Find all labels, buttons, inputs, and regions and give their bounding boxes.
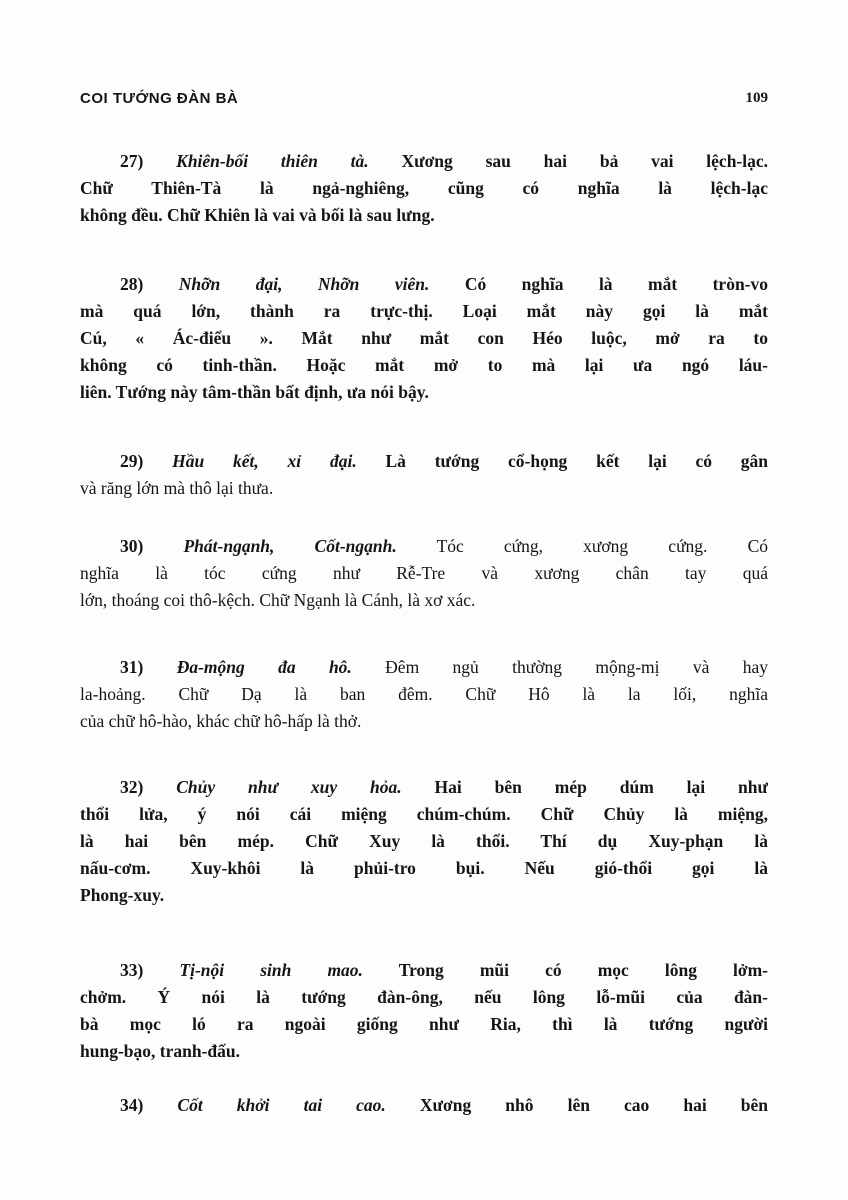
entry-line: liên. Tướng này tâm-thần bất định, ưa nói bậy.	[80, 382, 429, 402]
entry-line: la-hoảng. Chữ Dạ là ban đêm. Chữ Hô là la lối, nghĩa	[80, 684, 768, 704]
entry-term: Hầu kết, xỉ đại.	[172, 451, 357, 471]
entry-first-line	[80, 271, 768, 298]
entry-number: 33)	[120, 960, 144, 980]
entry-term: Nhỡn đại, Nhỡn viên.	[178, 274, 430, 294]
entry-line: Chữ Thiên-Tà là ngả-nghiêng, cũng có nghĩa là lệch-lạc	[80, 178, 768, 198]
entry-term: Khiên-bối thiên tà.	[176, 151, 369, 171]
entry-number: 31)	[120, 657, 144, 677]
entry-line: là hai bên mép. Chữ Xuy là thổi. Thí dụ Xuy-phạn là	[80, 831, 768, 851]
running-header	[80, 90, 768, 114]
entry-text: Tóc cứng, xương cứng. Có	[436, 536, 768, 556]
entry-term: Đa-mộng đa hô.	[176, 657, 352, 677]
entry-term: Tị-nội sinh mao.	[179, 960, 363, 980]
entry-34	[80, 1092, 768, 1119]
entry-30	[80, 533, 768, 614]
entry-number: 29)	[120, 451, 144, 471]
entry-29	[80, 448, 768, 502]
entry-line: nấu-cơm. Xuy-khôi là phủi-tro bụi. Nếu gió-thổi gọi là	[80, 858, 768, 878]
entry-number: 30)	[120, 536, 144, 556]
entry-number: 27)	[120, 151, 144, 171]
entry-text: Hai bên mép dúm lại như	[434, 777, 769, 797]
entry-line: không có tinh-thần. Hoặc mắt mở to mà lại ưa ngó láu-	[80, 355, 768, 375]
entry-32	[80, 774, 768, 909]
entry-text: Có nghĩa là mắt tròn-vo	[464, 274, 769, 294]
entry-text: Trong mũi có mọc lông lởm-	[398, 960, 768, 980]
entry-line: chởm. Ý nói là tướng đàn-ông, nếu lông lỗ-mũi của đàn-	[80, 987, 768, 1007]
entry-28	[80, 271, 768, 406]
entry-text: Là tướng cổ-họng kết lại có gân	[385, 451, 769, 471]
entry-line: thổi lửa, ý nói cái miệng chúm-chúm. Chữ Chủy là miệng,	[80, 804, 768, 824]
entry-first-line	[80, 148, 768, 175]
entry-line: mà quá lớn, thành ra trực-thị. Loại mắt này gọi là mắt	[80, 301, 768, 321]
entry-line: của chữ hô-hào, khác chữ hô-hấp là thở.	[80, 711, 362, 731]
entry-first-line	[80, 448, 768, 475]
entry-term: Phát-ngạnh, Cốt-ngạnh.	[183, 536, 397, 556]
entry-line: không đều. Chữ Khiên là vai và bối là sau lưng.	[80, 205, 435, 225]
entry-33	[80, 957, 768, 1065]
entry-first-line	[80, 957, 768, 984]
entry-first-line	[80, 654, 768, 681]
entry-first-line	[80, 533, 768, 560]
entry-line: Phong-xuy.	[80, 885, 165, 905]
running-title: COI TƯỚNG ĐÀN BÀ	[80, 90, 239, 107]
entry-first-line	[80, 774, 768, 801]
entry-first-line	[80, 1092, 768, 1119]
entry-27	[80, 148, 768, 229]
page-number: 109	[745, 90, 768, 106]
entry-term: Cốt khởi tai cao.	[177, 1095, 386, 1115]
entry-line: Cú, « Ác-điểu ». Mắt như mắt con Héo luộc, mở ra to	[80, 328, 768, 348]
entry-number: 34)	[120, 1095, 144, 1115]
entry-line: và răng lớn mà thô lại thưa.	[80, 478, 274, 498]
entry-text: Đêm ngủ thường mộng-mị và hay	[385, 657, 769, 677]
entry-term: Chủy như xuy hỏa.	[176, 777, 402, 797]
entry-line: nghĩa là tóc cứng như Rễ-Tre và xương chân tay quá	[80, 563, 768, 583]
entry-text: Xương sau hai bả vai lệch-lạc.	[401, 151, 769, 171]
entry-number: 32)	[120, 777, 144, 797]
entry-text: Xương nhô lên cao hai bên	[419, 1095, 769, 1115]
entry-number: 28)	[120, 274, 144, 294]
entry-line: hung-bạo, tranh-đấu.	[80, 1041, 240, 1061]
entry-line: lớn, thoáng coi thô-kệch. Chữ Ngạnh là Cánh, là xơ xác.	[80, 590, 476, 610]
entry-31	[80, 654, 768, 735]
entry-line: bà mọc ló ra ngoài giống như Ria, thì là tướng người	[80, 1014, 768, 1034]
